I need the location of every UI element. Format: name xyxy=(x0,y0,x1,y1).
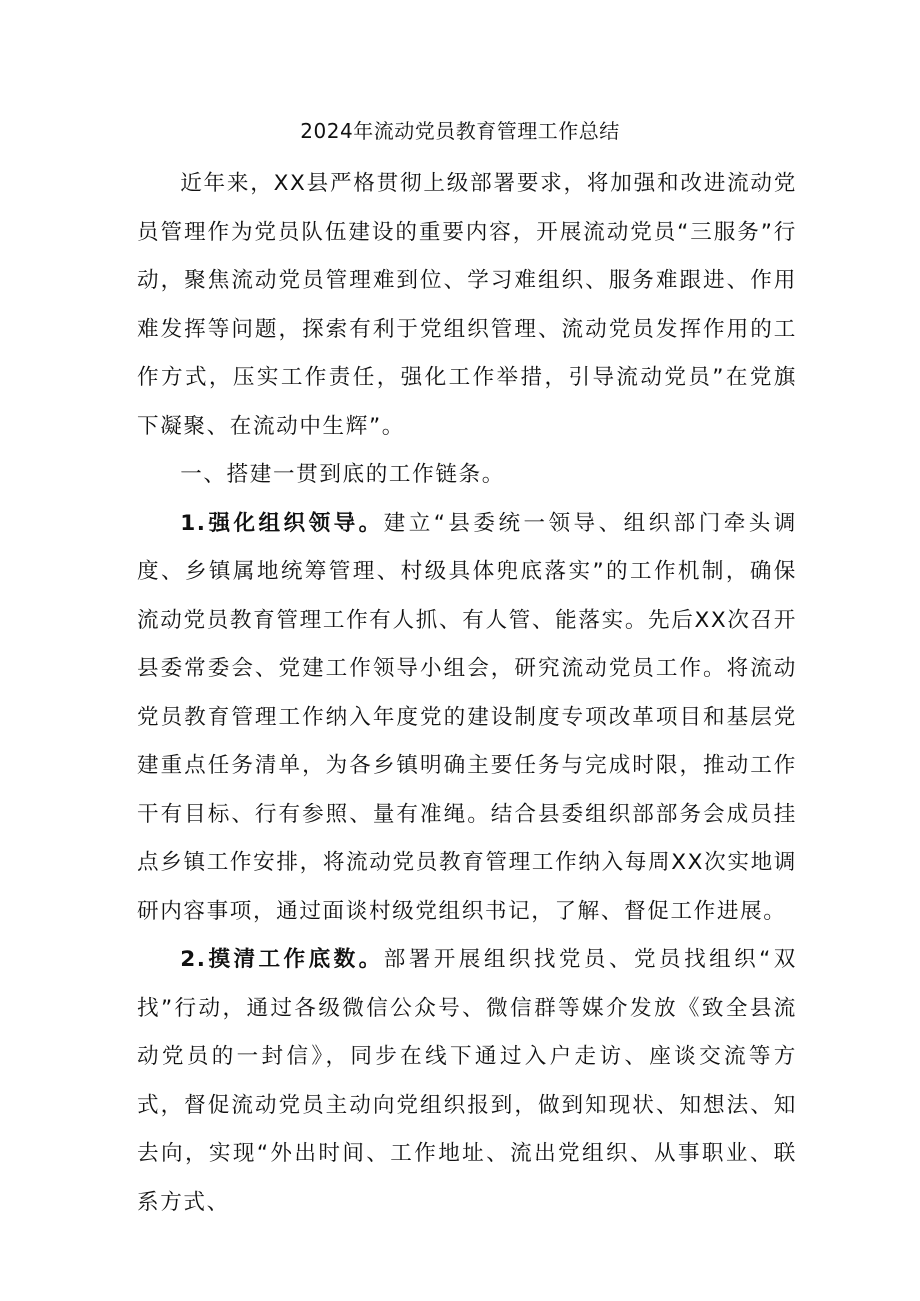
document-body xyxy=(137,160,797,1227)
paragraph-2-body: 部署开展组织找党员、党员找组织“双找”行动，通过各级微信公众号、微信群等媒介发放《致全县流动党员的一封信》，同步在线下通过入户走访、座谈交流等方式，督促流动党员主动向党组织报到，做到知现状、知想法、知去向，实现“外出时间、工作地址、流出党组织、从事职业、联系方式、 xyxy=(137,947,797,1215)
section-heading-1: 一、搭建一贯到底的工作链条。 xyxy=(180,462,505,487)
paragraph-2-lead: 2.摸清工作底数。 xyxy=(180,947,384,972)
paragraph-2 xyxy=(137,936,797,1227)
paragraph-1-body: 建立“县委统一领导、组织部门牵头调度、乡镇属地统筹管理、村级具体兜底落实”的工作机制，确保流动党员教育管理工作有人抓、有人管、能落实。先后XX次召开县委常委会、党建工作领导小组会，研究流动党员工作。将流动党员教育管理工作纳入年度党的建设制度专项改革项目和基层党建重点任务清单，为各乡镇明确主要任务与完成时限，推动工作干有目标、行有参照、量有准绳。结合县委组织部部务会成员挂点乡镇工作安排，将流动党员教育管理工作纳入每周XX次实地调研内容事项，通过面谈村级党组织书记，了解、督促工作进展。 xyxy=(137,510,797,924)
paragraph-1 xyxy=(137,500,797,937)
intro-paragraph: 近年来，XX县严格贯彻上级部署要求，将加强和改进流动党员管理作为党员队伍建设的重要内容，开展流动党员“三服务”行动，聚焦流动党员管理难到位、学习难组织、服务难跟进、作用难发挥等问题，探索有利于党组织管理、流动党员发挥作用的工作方式，压实工作责任，强化工作举措，引导流动党员”在党旗下凝聚、在流动中生辉”。 xyxy=(137,171,797,439)
paragraph-1-lead: 1.强化组织领导。 xyxy=(180,510,384,536)
document-title: 2024年流动党员教育管理工作总结 xyxy=(300,119,620,143)
